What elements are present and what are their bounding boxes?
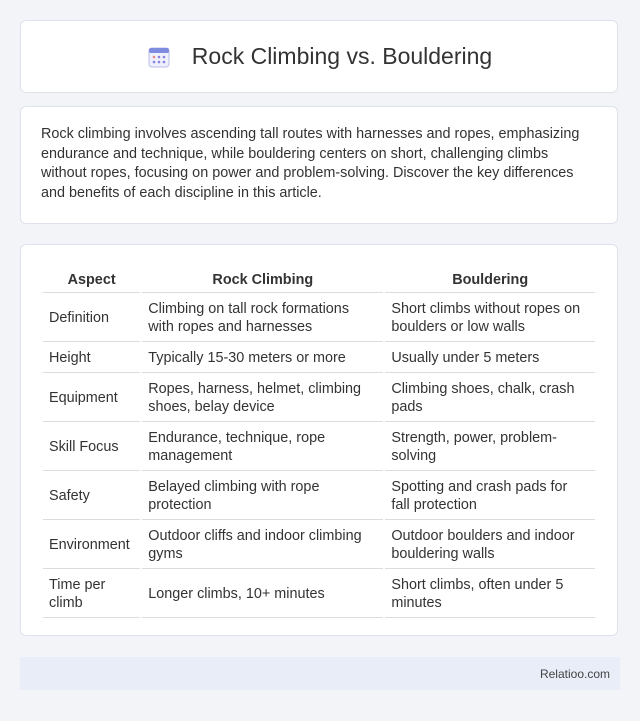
- row-aspect: Environment: [43, 522, 140, 569]
- table-row: [43, 295, 595, 342]
- table-row: [43, 344, 595, 373]
- table-row: [43, 375, 595, 422]
- row-rock-climbing: Longer climbs, 10+ minutes: [142, 571, 383, 618]
- table-header-row: [43, 267, 595, 293]
- row-aspect: Definition: [43, 295, 140, 342]
- intro-paragraph: Rock climbing involves ascending tall routes with harnesses and ropes, emphasizing endurance and technique, while bouldering centers on short, challenging climbs without ropes, focusing on power and problem-solving. Discover the key differences and benefits of each discipline in this article.: [41, 126, 580, 201]
- row-rock-climbing: Outdoor cliffs and indoor climbing gyms: [142, 522, 383, 569]
- row-bouldering: Strength, power, problem-solving: [385, 424, 595, 471]
- header-rock-climbing: Rock Climbing: [142, 267, 383, 293]
- row-rock-climbing: Climbing on tall rock formations with ropes and harnesses: [142, 295, 383, 342]
- row-bouldering: Outdoor boulders and indoor bouldering walls: [385, 522, 595, 569]
- comparison-table: [41, 265, 597, 620]
- footer: [20, 657, 620, 690]
- row-aspect: Height: [43, 344, 140, 373]
- row-rock-climbing: Endurance, technique, rope management: [142, 424, 383, 471]
- row-aspect: Equipment: [43, 375, 140, 422]
- table-row: [43, 424, 595, 471]
- comparison-card: [20, 244, 618, 636]
- row-aspect: Time per climb: [43, 571, 140, 618]
- row-bouldering: Short climbs without ropes on boulders or low walls: [385, 295, 595, 342]
- row-bouldering: Short climbs, often under 5 minutes: [385, 571, 595, 618]
- row-rock-climbing: Ropes, harness, helmet, climbing shoes, belay device: [142, 375, 383, 422]
- brand-label: Relatioo.com: [539, 666, 610, 681]
- title-card: [20, 20, 618, 93]
- row-bouldering: Usually under 5 meters: [385, 344, 595, 373]
- header-bouldering: Bouldering: [385, 267, 595, 293]
- row-bouldering: Spotting and crash pads for fall protection: [385, 473, 595, 520]
- row-rock-climbing: Typically 15-30 meters or more: [142, 344, 383, 373]
- table-row: [43, 473, 595, 520]
- row-aspect: Skill Focus: [43, 424, 140, 471]
- table-row: [43, 522, 595, 569]
- row-rock-climbing: Belayed climbing with rope protection: [142, 473, 383, 520]
- table-row: [43, 571, 595, 618]
- row-aspect: Safety: [43, 473, 140, 520]
- header-aspect: Aspect: [43, 267, 140, 293]
- intro-card: [20, 106, 618, 224]
- page-title: Rock Climbing vs. Bouldering: [191, 43, 493, 69]
- calendar-icon: [146, 44, 172, 70]
- row-bouldering: Climbing shoes, chalk, crash pads: [385, 375, 595, 422]
